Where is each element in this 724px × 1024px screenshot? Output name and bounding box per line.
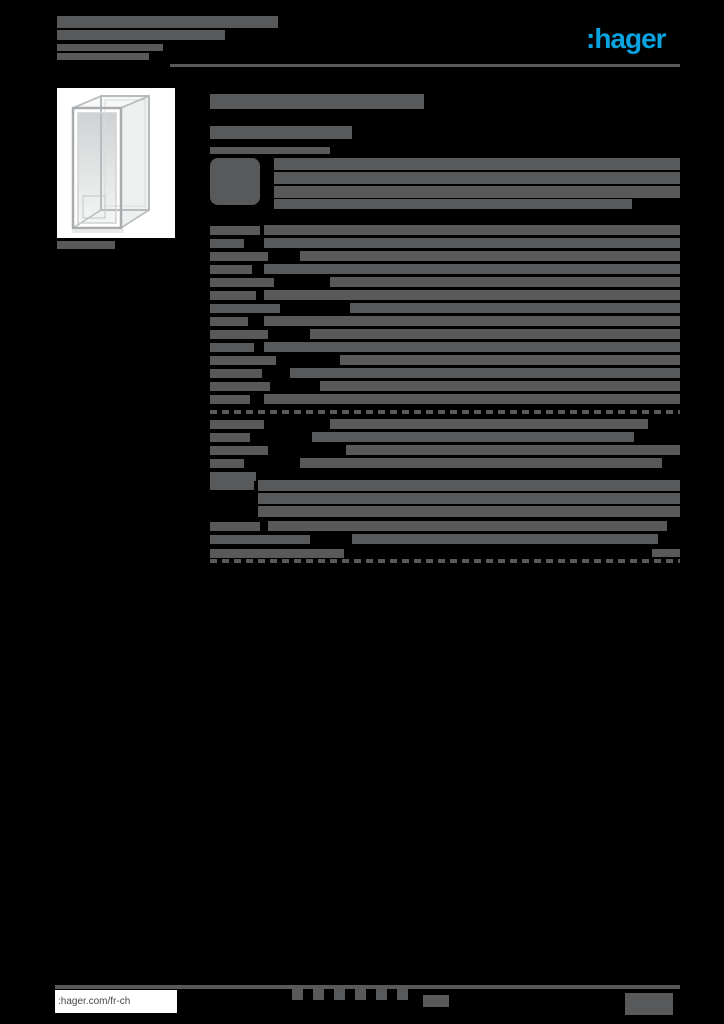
spec-leader-block xyxy=(300,458,662,468)
paragraph-line-1 xyxy=(258,480,680,491)
photo-caption-block xyxy=(57,241,115,249)
spec-label-block xyxy=(210,252,268,261)
spec-leader-block xyxy=(264,394,680,404)
spec-leader-block xyxy=(264,316,680,326)
spec-label-block xyxy=(210,472,256,481)
spec-leader-block xyxy=(264,342,680,352)
product-title-block xyxy=(210,94,424,109)
footer-rule xyxy=(55,985,680,989)
spec-leader-block xyxy=(264,225,680,235)
spec-label-block xyxy=(210,356,276,365)
spec-label-block xyxy=(210,330,268,339)
spec-leader-block xyxy=(310,329,680,339)
social-icon[interactable] xyxy=(355,989,366,1000)
spec-leader-block xyxy=(330,419,648,429)
social-icon[interactable] xyxy=(334,989,345,1000)
header-title-line-1 xyxy=(57,16,278,28)
spec-label-block xyxy=(210,446,268,455)
paragraph-line-2 xyxy=(258,493,680,504)
hager-logo: :hager xyxy=(586,23,666,54)
footer-url-link[interactable]: :hager.com/fr-ch xyxy=(55,990,177,1013)
description-line-1 xyxy=(274,158,680,170)
spec-leader-block xyxy=(290,368,680,378)
section-divider-dashed-2 xyxy=(210,559,680,563)
spec-leader-block xyxy=(268,521,667,531)
spec-label-block xyxy=(210,226,260,235)
header-title-line-2 xyxy=(57,30,225,40)
social-icon[interactable] xyxy=(292,989,303,1000)
section-divider-dashed-1 xyxy=(210,410,680,414)
description-line-4 xyxy=(274,199,632,209)
product-subtitle-block xyxy=(210,126,352,139)
spec-label-block xyxy=(210,278,274,287)
social-icon[interactable] xyxy=(376,989,387,1000)
spec-leader-block xyxy=(340,355,680,365)
social-icon[interactable] xyxy=(313,989,324,1000)
spec-label-block xyxy=(210,265,252,274)
social-handle-block xyxy=(423,995,449,1007)
spec-value-block xyxy=(652,549,680,557)
spec-leader-block xyxy=(352,534,658,544)
paragraph-line-3 xyxy=(258,506,680,517)
product-photo xyxy=(57,88,175,238)
spec-label-block xyxy=(210,420,264,429)
spec-label-block xyxy=(210,239,244,248)
spec-leader-block xyxy=(330,277,680,287)
spec-label-block xyxy=(210,459,244,468)
spec-label-block xyxy=(210,369,262,378)
spec-label-block xyxy=(210,343,254,352)
spec-leader-block xyxy=(300,251,680,261)
spec-leader-block xyxy=(320,381,680,391)
spec-leader-block xyxy=(264,238,680,248)
enclosure-frame-drawing xyxy=(57,88,175,238)
spec-label-block xyxy=(210,291,256,300)
spec-leader-block xyxy=(264,290,680,300)
section-kicker-block xyxy=(210,147,330,154)
footer-brand-block xyxy=(625,993,673,1015)
spec-label-block xyxy=(210,382,270,391)
spec-leader-block xyxy=(350,303,680,313)
description-line-3 xyxy=(274,186,680,198)
spec-label-block xyxy=(210,395,250,404)
spec-label-block xyxy=(210,522,260,531)
paragraph-label-block xyxy=(210,480,254,490)
spec-label-block xyxy=(210,535,310,544)
spec-label-block xyxy=(210,549,344,558)
spec-leader-block xyxy=(312,432,634,442)
header-rule xyxy=(170,64,680,67)
spec-label-block xyxy=(210,317,248,326)
description-icon xyxy=(210,158,260,205)
header-subtitle-line-1 xyxy=(57,44,163,51)
spec-label-block xyxy=(210,304,280,313)
spec-leader-block xyxy=(346,445,680,455)
header-subtitle-line-2 xyxy=(57,53,149,60)
spec-label-block xyxy=(210,433,250,442)
description-line-2 xyxy=(274,172,680,184)
social-icon[interactable] xyxy=(397,989,408,1000)
spec-leader-block xyxy=(264,264,680,274)
